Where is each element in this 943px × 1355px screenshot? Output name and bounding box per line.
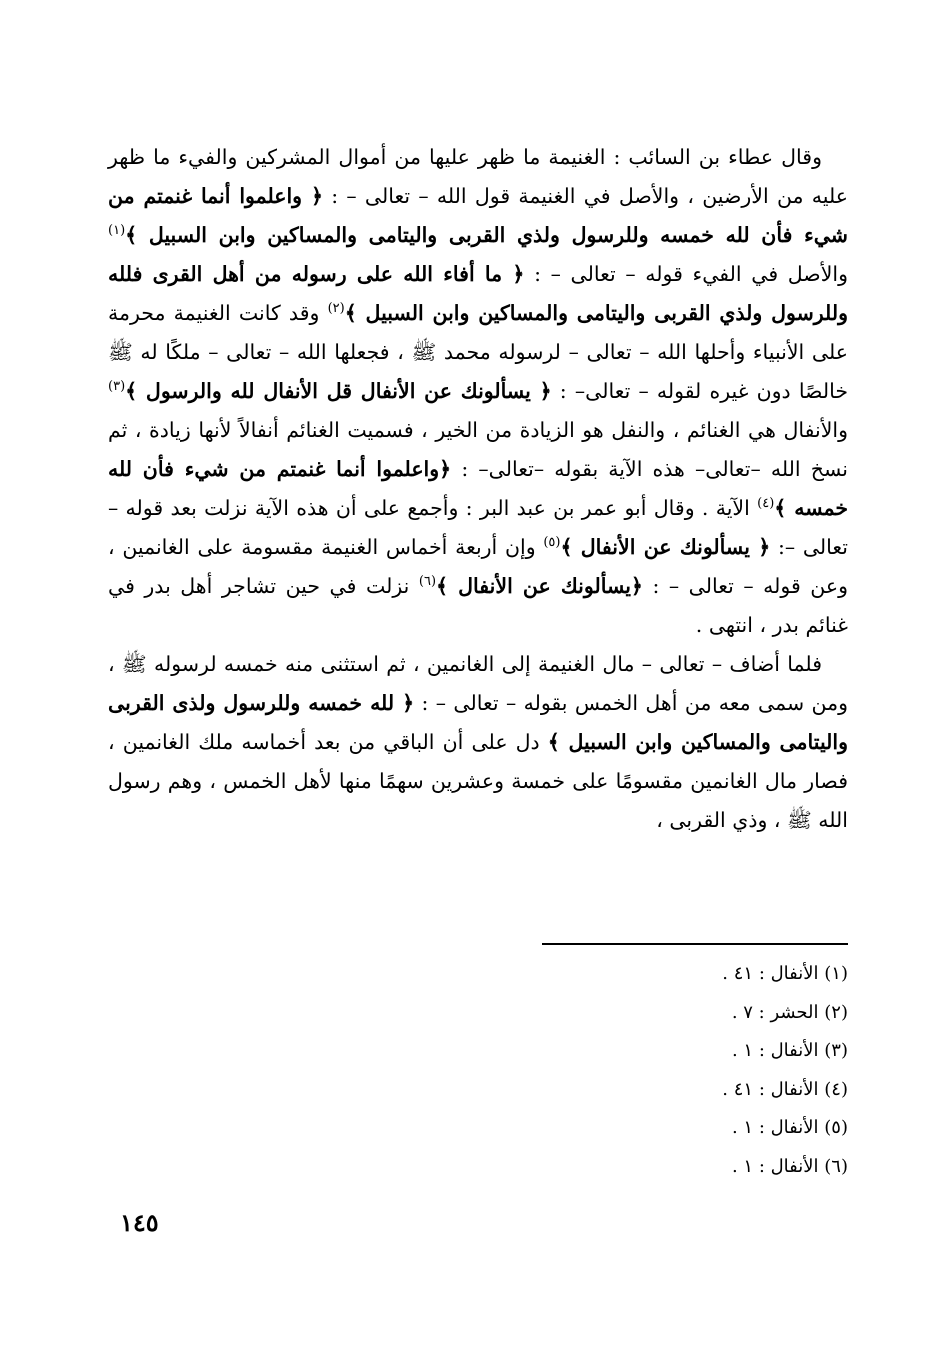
text-run: والأنفال هي الغنائم ، والنفل هو الزيادة من الخير ، فسميت الغنائم أنفالاً لأنها زيادة ، ثم نسخ الله –تعالى– هذه الآية بقوله –تعالى– :	[108, 418, 848, 481]
footnotes-list	[488, 955, 848, 1186]
quran-quote-4: ﴿واعلموا أنما غنمتم من شيء فأن لله خمسه ﴾	[108, 457, 849, 520]
quran-quote-6: ﴿يسألونك عن الأنفال ﴾	[436, 574, 643, 598]
paragraph-1	[108, 138, 848, 645]
footnote-ref-4: (٤)	[757, 496, 775, 512]
footnote-2: (٢) الحشر : ٧ .	[731, 1001, 848, 1023]
text-run: دل على أن الباقي من بعد أخماسه ملك الغانمين ، فصار مال الغانمين مقسومًا على خمسة وعشرين سهمًا منها لأهل الخمس ، وهم رسول الله ﷺ ، وذي القربى ،	[108, 730, 848, 832]
text-run: فلما أضاف – تعالى – مال الغنيمة إلى الغانمين ، ثم استثنى منه خمسه لرسوله ﷺ ، ومن سمى معه من أهل الخمس بقوله – تعالى – :	[108, 652, 848, 715]
text-run: الآية . وقال أبو عمر بن عبد البر : وأجمع على أن هذه الآية نزلت بعد قوله – تعالى –:	[108, 496, 848, 559]
footnote-ref-2: (٢)	[327, 301, 345, 317]
footnote-4: (٤) الأنفال : ٤١ .	[722, 1078, 848, 1100]
quran-quote-3: ﴿ يسألونك عن الأنفال قل الأنفال لله والرسول ﴾	[125, 379, 552, 403]
quran-quote-2: ﴿ ما أفاء الله على رسوله من أهل القرى فلله وللرسول ولذي القربى واليتامى والمساكين وابن السبيل ﴾	[108, 262, 848, 325]
text-run: وقد كانت الغنيمة محرمة على الأنبياء وأحلها الله – تعالى – لرسوله محمد ﷺ ، فجعلها الله – تعالى – ملكًا له ﷺ خالصًا دون غيره لقوله – تعالى– :	[108, 301, 849, 403]
text-run: نزلت في حين تشاجر أهل بدر في غنائم بدر ، انتهى .	[108, 574, 848, 637]
footnote-6: (٦) الأنفال : ١ .	[731, 1155, 848, 1177]
footnote-divider	[542, 943, 848, 945]
quran-quote-7: ﴿ لله خمسه وللرسول ولذى القربى واليتامى والمساكين وابن السبيل ﴾	[108, 691, 848, 754]
footnote-ref-6: (٦)	[418, 574, 437, 590]
footnote-3: (٣) الأنفال : ١ .	[731, 1040, 848, 1061]
paragraph-2	[108, 645, 848, 840]
quran-quote-1: ﴿ واعلموا أنما غنمتم من شيء فأن لله خمسه وللرسول ولذي القربى واليتامى والمساكين وابن السبيل ﴾	[108, 184, 848, 247]
footnote-1: (١) الأنفال : ٤١ .	[722, 963, 848, 984]
footnote-ref-1: (١)	[108, 223, 126, 239]
body-text	[108, 138, 848, 840]
page-number: ١٤٥	[120, 1208, 159, 1237]
footnote-ref-5: (٥)	[543, 535, 561, 551]
quran-quote-5: ﴿ يسألونك عن الأنفال ﴾	[560, 535, 771, 559]
text-run: والأصل في الفيء قوله – تعالى – :	[524, 262, 848, 286]
text-run: وإن أربعة أخماس الغنيمة مقسومة على الغانمين ، وعن قوله – تعالى – :	[108, 535, 848, 598]
footnote-5: (٥) الأنفال : ١ .	[731, 1117, 848, 1138]
text-run: وقال عطاء بن السائب : الغنيمة ما ظهر عليها من أموال المشركين والفيء ما ظهر عليه من الأرضين ، والأصل في الغنيمة قول الله – تعالى – :	[108, 145, 848, 208]
footnote-ref-3: (٣)	[108, 379, 126, 395]
